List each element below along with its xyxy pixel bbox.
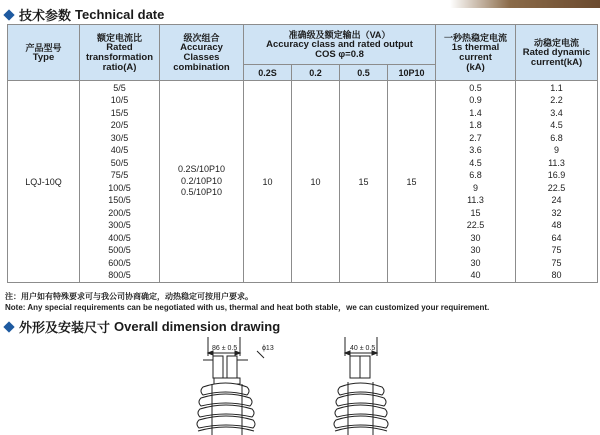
list-item: 75/5	[110, 170, 129, 180]
section-title-cn: 技术参数	[19, 8, 72, 23]
list-item: 30	[470, 257, 481, 268]
spec-table	[7, 24, 598, 283]
header-ratio: 额定电流比 Rated transformation ratio(A)	[80, 25, 160, 81]
list-item: 75	[551, 245, 562, 255]
header-dynamic: 动稳定电流 Rated dynamic current(kA)	[516, 25, 598, 81]
list-item: 0.2S/10P10	[177, 164, 226, 175]
list-item: 3.6	[469, 145, 482, 155]
list-item: 4.5	[550, 120, 563, 130]
list-item: 16.9	[547, 170, 566, 180]
list-item: 800/5	[108, 270, 131, 280]
list-item: 32	[551, 207, 562, 218]
dimension-label-width: 86 ± 0.5	[212, 345, 238, 352]
list-item: 400/5	[108, 232, 131, 243]
combination-cell	[160, 81, 244, 283]
list-item: 9	[554, 145, 560, 155]
list-item: 150/5	[108, 195, 131, 205]
bullet-diamond-icon	[3, 9, 14, 20]
header-combination: 级次组合 Accuracy Classes combination	[160, 25, 244, 81]
list-item: 40	[470, 270, 481, 280]
list-item: 10/5	[110, 95, 129, 105]
dimension-label-hole: ϕ13	[262, 345, 274, 352]
list-item: 500/5	[108, 245, 131, 255]
list-item: 30	[470, 232, 481, 243]
note-cn: 注：用户如有特殊要求可与我公司协商确定，动热稳定可按用户要求。	[5, 292, 253, 301]
output-10p10: 15	[388, 81, 436, 283]
type-cell: LQJ-10Q	[8, 81, 80, 283]
list-item: 40/5	[110, 145, 129, 155]
list-item: 0.5	[469, 82, 482, 93]
list-item: 0.9	[469, 95, 482, 105]
list-item: 2.2	[550, 95, 563, 105]
list-item: 100/5	[108, 182, 131, 193]
list-item: 0.5/10P10	[180, 187, 223, 198]
list-item: 11.3	[467, 195, 484, 205]
list-item: 75	[551, 257, 562, 268]
header-accuracy: 准确级及额定输出（VA） Accuracy class and rated output COS φ=0.8	[244, 25, 436, 65]
list-item: 48	[551, 220, 562, 230]
list-item: 64	[551, 232, 562, 243]
list-item: 5/5	[113, 82, 126, 93]
list-item: 600/5	[108, 257, 131, 268]
header-thermal: 一秒热稳定电流 1s thermal current (kA)	[436, 25, 516, 81]
list-item: 1.8	[469, 120, 482, 130]
list-item: 300/5	[108, 220, 131, 230]
list-item: 30	[470, 245, 481, 255]
dimension-label-side: 40 ± 0.5	[350, 345, 376, 352]
list-item: 3.4	[550, 107, 563, 118]
dynamic-list	[516, 81, 598, 283]
output-0-2: 10	[292, 81, 340, 283]
list-item: 30/5	[110, 132, 129, 143]
list-item: 4.5	[469, 157, 482, 168]
list-item: 80	[551, 270, 562, 280]
note-en: Note: Any special requirements can be negotiated with us, thermal and heat both stable，we can customized your requirement.	[5, 303, 490, 312]
list-item: 1.4	[469, 107, 482, 118]
subheader-0-2s: 0.2S	[244, 65, 292, 81]
list-item: 22.5	[466, 220, 485, 230]
list-item: 15/5	[110, 107, 129, 118]
list-item: 200/5	[108, 207, 131, 218]
output-0-2s: 10	[244, 81, 292, 283]
list-item: 22.5	[547, 182, 566, 193]
list-item: 11.3	[548, 157, 565, 168]
bullet-diamond-icon	[3, 321, 14, 332]
section-title-en: Technical date	[75, 7, 165, 22]
list-item: 9	[473, 182, 479, 193]
corner-decoration	[450, 0, 600, 8]
section-title-en: Overall dimension drawing	[114, 319, 281, 334]
list-item: 24	[551, 195, 562, 205]
section-title-cn: 外形及安装尺寸	[19, 320, 111, 335]
list-item: 0.2/10P10	[180, 175, 223, 186]
list-item: 50/5	[110, 157, 129, 168]
header-type: 产品型号 Type	[8, 25, 80, 81]
list-item: 15	[470, 207, 481, 218]
output-0-5: 15	[340, 81, 388, 283]
subheader-0-5: 0.5	[340, 65, 388, 81]
ratio-list	[80, 81, 160, 283]
list-item: 1.1	[550, 82, 563, 93]
list-item: 6.8	[469, 170, 482, 180]
list-item: 2.7	[469, 132, 482, 143]
section-title-technical	[2, 5, 164, 24]
list-item: 20/5	[110, 120, 129, 130]
list-item: 6.8	[550, 132, 563, 143]
subheader-0-2: 0.2	[292, 65, 340, 81]
dimension-drawing	[0, 334, 600, 435]
thermal-list	[436, 81, 516, 283]
subheader-10p10: 10P10	[388, 65, 436, 81]
